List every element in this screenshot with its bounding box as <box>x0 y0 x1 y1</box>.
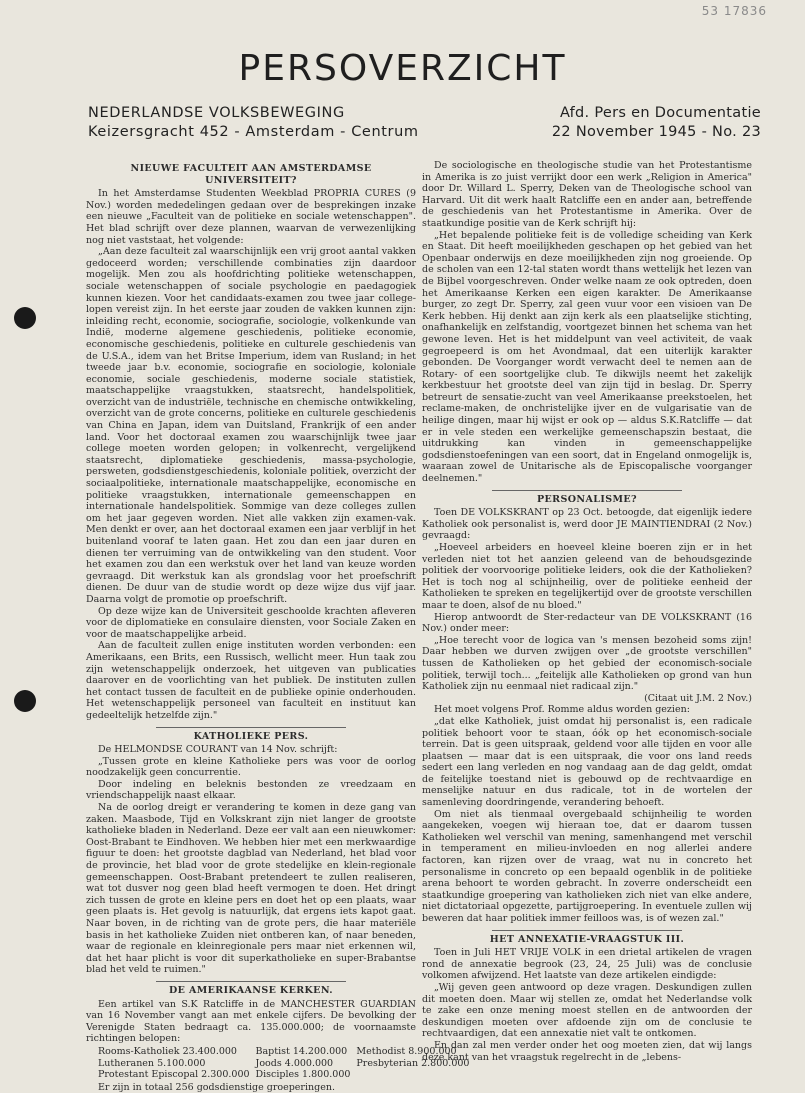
paragraph: „Aan deze faculteit zal waarschijnlijk een vrij groot aantal vakken gedoceerd worden; verschillende combinaties zijn daardoor mogelijk. Men zou als hoofdrichting politieke wetenschappen, sociale wetenschappen of sociale psychologie en paedagogiek kunnen kiezen. Voor het candidaats-examen zou twee jaar college-lopen vereist zijn. In het eerste jaar zouden de vakken kunnen zijn: inleiding recht, economie, sociografie, sociologie, volkenkunde van Indië, moderne algemene geschiedenis, politieke economie, economische geschiedenis, politieke en culturele geschiedenis van de U.S.A., idem van het Britse Imperium, idem van Rusland; in het tweede jaar b.v. economie, sociografie en sociologie, koloniale economie, sociale geschiedenis, moderne sociale statistiek, maatschappelijke vraagstukken, staatsrecht, handelspolitiek, overzicht van de industriële, technische en chemische ontwikkeling, overzicht van de grote concerns, politieke en culturele geschiedenis van China en Japan, idem van Duitsland, Frankrijk of een ander land. Voor het doctoraal examen zou waarschijnlijk twee jaar college moeten worden gelopen; in volkenrecht, vergelijkend staatsrecht, diplomatieke geschiedenis, massa-psychologie, persweten, godsdienstgeschiedenis, koloniale politiek, overzicht der sociaalpolitieke, internationale maatschappelijke, economische en politieke vraagstukken, internationale gemeenschappen en internationale handelspolitiek. Sommige van deze colleges zullen om het jaar gegeven worden. Niet alle vakken zijn examen-vak. Men denkt er over, aan het doctoraal examen een jaar verblijf in het buitenland vooraf te laten gaan. Het zou dan een jaar duren en dienen ter verruiming van de ontwikkeling van den student. Voor het examen zou dan een werkstuk over het land van keuze worden gevraagd. Dit werkstuk kan als grondslag voor het proefschrift dienen. De duur van de studie wordt op deze wijze dus vijf jaar. Daarna volgt de promotie op proefschrift. <box>86 246 416 605</box>
statistic: Protestant Episcopal 2.300.000 <box>98 1069 250 1081</box>
paragraph: Toen DE VOLKSKRANT op 23 Oct. betoogde, dat eigenlijk iedere Katholiek ook personalist is, werd door JE MAINTIENDRAI (2 Nov.) gevraagd: <box>422 507 752 542</box>
citation: (Citaat uit J.M. 2 Nov.) <box>644 692 752 704</box>
section-divider <box>492 930 682 931</box>
paragraph: Een artikel van S.K Ratcliffe in de MANCHESTER GUARDIAN van 16 November vangt aan met enkele cijfers. De bevolking der Verenigde Staten bedraagt ca. 135.000.000; de voornaamste richtingen belopen: <box>86 998 416 1045</box>
organization-block <box>88 104 419 142</box>
department-block <box>552 104 761 142</box>
paragraph: Om niet als tienmaal overgebaald schijnheilig te worden aangekeken, voegen wij hieraan toe, dat er daarom tussen Katholieken wel verschil van mening, samenhangend met verschil in temperament en milieu-invloeden en nog allerlei andere factoren, kan rijzen over de vraag, wat nu in concreto het personalisme in concreto op een bepaald ogenblik in de politieke arena behoort te worden gebracht. In zoverre onderscheidt een staatkundige groepering van katholieken zich niet van elke andere, niet dictatoriaal opgezette, partijgroepering. In eventuele zullen wij beweren dat haar politiek immer feilloos was, is of wezen zal." <box>422 808 752 924</box>
issue-date: 22 November 1945 - No. 23 <box>551 124 761 140</box>
paragraph: „Hoe terecht voor de logica van 's mensen bezoheid soms zijn! Daar hebben we durven zwijgen over „de grootste verschillen" tussen de Katholieken op het gebied der economisch-sociale politiek, terwijl toch... „feitelijk alle Katholieken op grond van hun Katholiek zijn nu eenmaal niet radicaal zijn." <box>422 634 752 693</box>
statistic: Lutheranen 5.100.000 <box>98 1057 206 1069</box>
church-statistics <box>98 1045 470 1081</box>
organization-name: NEDERLANDSE VOLKSBEWEGING <box>88 105 345 121</box>
statistic: Baptist 14.200.000 <box>255 1045 348 1057</box>
section-divider <box>492 490 682 491</box>
paragraph: Er zijn in totaal 256 godsdienstige groeperingen. <box>98 1081 335 1093</box>
paragraph: „dat elke Katholiek, juist omdat hij personalist is, een radicale politiek behoort voor te staan, óók op het economisch-sociale terrein. Dat is geen uitspraak, geldend voor alle tijden en voor alle plaatsen — maar dat is een uitspraak, die voor ons land reeds sedert een lang verleden en nog vandaag aan de dag geldt, omdat de feitelijke toestand niet is gebouwd op de rechtvaardige en menselijke natuur en dus radicale, tot in de wortelen der samenleving doordringende, verandering behoeft. <box>422 715 752 809</box>
paragraph: „Wij geven geen antwoord op deze vragen. Deskundigen zullen dit moeten doen. Maar wij stellen ze, omdat het Nederlandse volk te zake een onze mening moest stellen en de antwoorden der deskundigen moeten over afdoende zijn om de conclusie te rechtvaardigen, dat een annexatie niet valt te ontkomen. <box>422 981 752 1040</box>
archive-stamp: 53 17836 <box>701 4 767 18</box>
paragraph: Op deze wijze kan de Universiteit geschoolde krachten afleveren voor de diplomatieke en consulaire diensten, voor Sociale Zaken en voor de maatschappelijke arbeid. <box>86 605 416 640</box>
statistic: Disciples 1.800.000 <box>255 1069 351 1081</box>
paragraph: „Tussen grote en kleine Katholieke pers was voor de oorlog noodzakelijk geen concurrentie. <box>86 755 416 779</box>
paragraph: „Hoeveel arbeiders en hoeveel kleine boeren zijn er in het verleden niet tot het aanzien geleend van de behoudsgezinde politiek der voorvoorige politieke leiders, ook die der Katholieken? Het is toch nog al schijnheilig, over de politieke eenheid der Katholieken te spreken en tegelijkertijd over de grootste verschillen maar te doen, alsof de nu bloed." <box>422 542 752 611</box>
paragraph: De sociologische en theologische studie van het Protestantisme in Amerika is zo juist verrijkt door een werk „Religion in America" door Dr. Willard L. Sperry, Deken van de Theologische school van Harvard. Uit dit werk haalt Ratcliffe een en ander aan, betreffende de geschiedenis van het Protestantisme in Amerika. Over de staatkundige positie van de Kerk schrijft hij: <box>422 160 752 229</box>
section-title-personalisme: PERSONALISME? <box>537 493 637 505</box>
paragraph: In het Amsterdamse Studenten Weekblad PROPRIA CURES (9 Nov.) worden mededelingen gedaan over de besprekingen inzake een nieuwe „Faculteit van de politieke en sociale wetenschappen". Het blad schrijft over deze plannen, waarvan de verwezenlijking nog niet vaststaat, het volgende: <box>86 188 416 246</box>
section-divider <box>156 981 346 982</box>
left-column <box>86 160 470 1093</box>
paragraph: „Het bepalende politieke feit is de volledige scheiding van Kerk en Staat. Dit heeft moeilijkheden geschapen op het gebied van het Openbaar onderwijs en deze moeilijkheden zijn nog groeiende. Op de scholen van een 12-tal staten wordt thans wettelijk het lezen van de Bijbel voorgeschreven. Onder welke naam ze ook optreden, doen het Amerikaanse Kerken een eigen karakter. De Amerikaanse burger, zo zegt Dr. Sperry, zal geen vuur voor een visioen van De Kerk hebben. Hij denkt aan zijn kerk als een plaatselijke stichting, onafhankelijk en zelfstandig, voortgezet binnen het schema van het gewone leven. Het is het middelpunt van veel activiteit, de vaak gegroepeerd is om het Avondmaal, dat een uiterlijk karakter gebonden. De Voorganger wordt verwacht deel te nemen aan de Rotary- of een soortgelijke club. Te dikwijls neemt het zakelijk kerkbestuur het grootste deel van zijn tijd in beslag. Dr. Sperry betreurt de sensatie-zucht van veel Amerikaanse preekstoelen, het reclame-maken, de onchristelijke ijver en de vulgarisatie van de heilige dingen, maar hij wijst er ook op — aldus S.K.Ratcliffe — dat er in vele steden een werkelijke gemeenschapszin bestaat, die uitdrukking kan vinden in gemeenschappelijke godsdienstoefeningen van een soort, dat in Engeland onmogelijk is, waaraan zowel de Unitarische als de Episcopalische voorganger deelnemen." <box>422 229 752 485</box>
masthead-title: PERSOVERZICHT <box>238 48 567 89</box>
paragraph: Na de oorlog dreigt er verandering te komen in deze gang van zaken. Maasbode, Tijd en Volkskrant zijn niet langer de grootste katholieke bladen in Nederland. Deze eer valt aan een nieuwkomer: Oost-Brabant te Eindhoven. We hebben hier met een merkwaardige figuur te doen: het grootste dagblad van Nederland, het blad voor de provincie, het blad voor de grote stedelijke en klein-regionale gemeenschappen. Oost-Brabant pretendeert te zullen realiseren, wat tot dusver nog geen blad heeft vermogen te doen. Het dringt zich tussen de grote en kleine pers en doet het op een plaats, waar geen plaats is. Het gevolg is natuurlijk, dat ergens iets kapot gaat. Naar boven, in de richting van de grote pers, die haar materiële basis in het katholieke Zuiden niet ontberen kan, of naar beneden, waar de regionale en kleinregionale pers maar niet erkennen wil, dat het haar plicht is voor dit superkatholieke en super-Brabantse blad het veld te ruimen." <box>86 802 416 976</box>
right-column <box>422 160 752 1063</box>
section-divider <box>156 727 346 728</box>
statistic: Methodist 8.900.000 <box>356 1045 457 1057</box>
section-title-amerikaanse-kerken: DE AMERIKAANSE KERKEN. <box>168 984 334 996</box>
statistic: Presbyterian 2.800.000 <box>356 1057 470 1069</box>
section-title-katholieke-pers: KATHOLIEKE PERS. <box>193 730 309 742</box>
paragraph: Hierop antwoordt de Ster-redacteur van DE VOLKSKRANT (16 Nov.) onder meer: <box>422 611 752 635</box>
statistic: Rooms-Katholiek 23.400.000 <box>98 1045 237 1057</box>
punch-hole-top <box>14 307 36 329</box>
section-title-faculteit: NIEUWE FACULTEIT AAN AMSTERDAMSE UNIVERSITEIT? <box>130 163 372 186</box>
department-name: Afd. Pers en Documentatie <box>559 105 761 121</box>
paragraph: Aan de faculteit zullen enige instituten worden verbonden: een Amerikaans, een Brits, een Russisch, wellicht meer. Hun taak zou zijn wetenschappelijk onderzoek, het uitgeven van publicaties daarover en de voorlichting van het publiek. De instituten zullen het contact tussen de faculteit en de publieke opinie onderhouden. Het wetenschappelijk personeel van faculteit en instituut kan gedeeltelijk hetzelfde zijn." <box>86 640 416 721</box>
statistic: Joods 4.000.000 <box>255 1057 334 1069</box>
paragraph: De HELMONDSE COURANT van 14 Nov. schrijft: <box>98 744 338 756</box>
paragraph: Toen in Juli HET VRIJE VOLK in een drietal artikelen de vragen rond de annexatie begrook (23, 24, 25 Juli) was de conclusie volkomen afwijzend. Het laatste van deze artikelen eindigde: <box>422 947 752 982</box>
organization-address: Keizersgracht 452 - Amsterdam - Centrum <box>88 124 419 140</box>
paragraph: Door indeling en beleknis bestonden ze vreedzaam en vriendschappelijk naast elkaar. <box>86 778 416 802</box>
punch-hole-bottom <box>14 690 36 712</box>
section-title-annexatie: HET ANNEXATIE-VRAAGSTUK III. <box>489 933 685 945</box>
paragraph: Het moet volgens Prof. Romme aldus worden gezien: <box>434 704 690 716</box>
paragraph: En dan zal men verder onder het oog moeten zien, dat wij langs deze kant van het vraagstuk regelrecht in de „lebens- <box>422 1039 752 1063</box>
